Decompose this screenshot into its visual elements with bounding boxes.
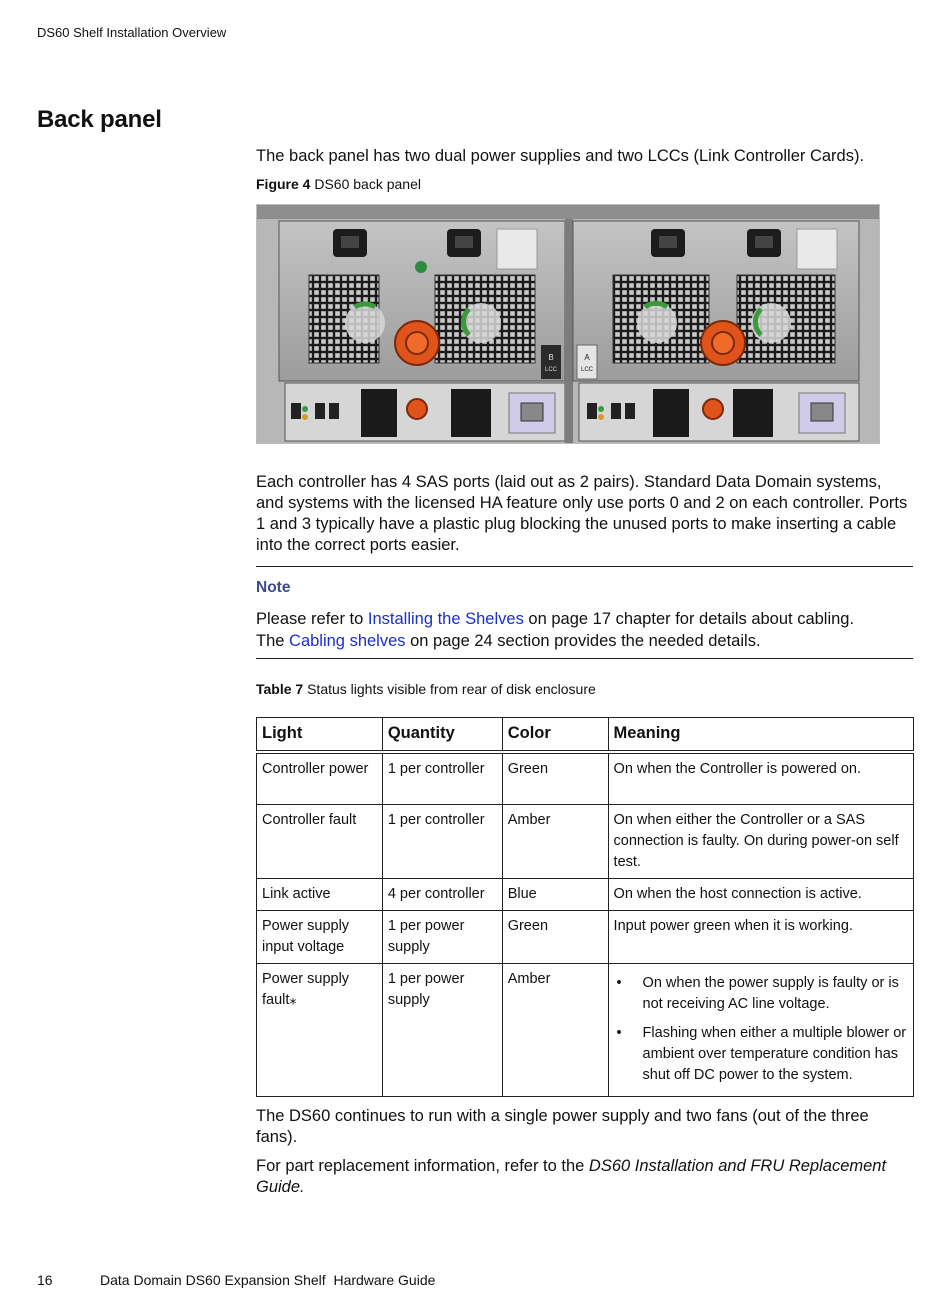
meaning-bullet-list (614, 973, 908, 1086)
cell-meaning: On when either the Controller or a SAS connection is faulty. On during power-on self test. (608, 805, 913, 879)
column-header-quantity: Quantity (382, 718, 502, 752)
bullet-icon: • (616, 1025, 622, 1041)
figure-caption (256, 176, 913, 192)
table-caption-text: Status lights visible from rear of disk enclosure (307, 681, 596, 697)
cell-color: Blue (502, 879, 608, 911)
status-lights-table (256, 717, 914, 1097)
bullet-item (614, 973, 908, 1015)
table-row (257, 964, 914, 1097)
note-text: on page 17 chapter for details about cabling. (523, 610, 855, 628)
cell-light: Power supply input voltage (257, 911, 383, 964)
fru-guide-title: DS60 Installation and FRU Replacement Guide. (256, 1157, 887, 1196)
lcc-a-unit (573, 221, 859, 441)
cell-color: Amber (502, 964, 608, 1097)
bullet-item (614, 1023, 908, 1086)
cell-light: Controller fault (257, 805, 383, 879)
note-body (256, 608, 913, 652)
column-header-color: Color (502, 718, 608, 752)
table-caption (256, 681, 913, 697)
cell-quantity: 1 per controller (382, 752, 502, 805)
running-header: DS60 Shelf Installation Overview (37, 25, 227, 40)
note-text: on page 24 section provides the needed details. (405, 632, 761, 650)
note-line-1 (256, 608, 913, 630)
sas-ports-paragraph: Each controller has 4 SAS ports (laid out as 2 pairs). Standard Data Domain systems, and systems with the licensed HA feature only use ports 0 and 2 on each controller. Ports 1 and 3 typically have a plastic plug blocking the unused ports to make inserting a cable into the correct ports easier. (256, 473, 908, 554)
cell-quantity: 1 per controller (382, 805, 502, 879)
column-header-meaning: Meaning (608, 718, 913, 752)
figure-label: Figure 4 (256, 176, 311, 192)
svg-text:A: A (584, 353, 590, 362)
svg-text:LCC: LCC (580, 367, 594, 373)
footer-doc-title: Data Domain DS60 Expansion Shelf Hardware Guide (100, 1272, 436, 1288)
note-text: The (256, 632, 290, 650)
cell-quantity: 1 per power supply (382, 911, 502, 964)
table-header-row (257, 718, 914, 752)
cabling-shelves-link[interactable]: Cabling shelves (289, 632, 406, 650)
page-number: 16 (37, 1272, 53, 1288)
note-text: Please refer to (256, 610, 368, 628)
back-panel-photo (256, 204, 880, 444)
table-row (257, 805, 914, 879)
cell-meaning: On when the Controller is powered on. (608, 752, 913, 805)
cell-light: Link active (257, 879, 383, 911)
lcc-b-unit (279, 221, 565, 441)
table-row (257, 752, 914, 805)
figure-caption-text: DS60 back panel (314, 176, 421, 192)
section-title: Back panel (37, 106, 162, 133)
cell-color: Green (502, 911, 608, 964)
cell-color: Green (502, 752, 608, 805)
svg-text:LCC: LCC (544, 367, 558, 373)
cell-quantity: 4 per controller (382, 879, 502, 911)
intro-paragraph: The back panel has two dual power supplies and two LCCs (Link Controller Cards). (256, 147, 865, 165)
note-box (256, 566, 913, 659)
redundancy-paragraph: The DS60 continues to run with a single power supply and two fans (out of the three fans). (256, 1107, 869, 1146)
table-row (257, 879, 914, 911)
table-label: Table 7 (256, 681, 304, 697)
note-line-2 (256, 630, 913, 652)
cell-meaning: Input power green when it is working. (608, 911, 913, 964)
bullet-text: Flashing when either a multiple blower or ambient over temperature condition has shut off DC power to the system. (642, 1025, 907, 1083)
fru-paragraph (256, 1156, 913, 1198)
column-header-light: Light (257, 718, 383, 752)
bullet-text: On when the power supply is faulty or is not receiving AC line voltage. (642, 975, 899, 1012)
note-title: Note (256, 579, 291, 596)
cell-quantity: 1 per power supply (382, 964, 502, 1097)
table-row (257, 911, 914, 964)
bullet-icon: • (616, 975, 622, 991)
fru-prefix: For part replacement information, refer to the (256, 1157, 589, 1175)
cell-meaning (608, 964, 913, 1097)
cell-light: Controller power (257, 752, 383, 805)
svg-text:B: B (548, 353, 554, 362)
cell-light: Power supply fault⁎ (257, 964, 383, 1097)
cell-color: Amber (502, 805, 608, 879)
installing-shelves-link[interactable]: Installing the Shelves (367, 610, 524, 628)
main-content (256, 146, 913, 1198)
cell-meaning: On when the host connection is active. (608, 879, 913, 911)
